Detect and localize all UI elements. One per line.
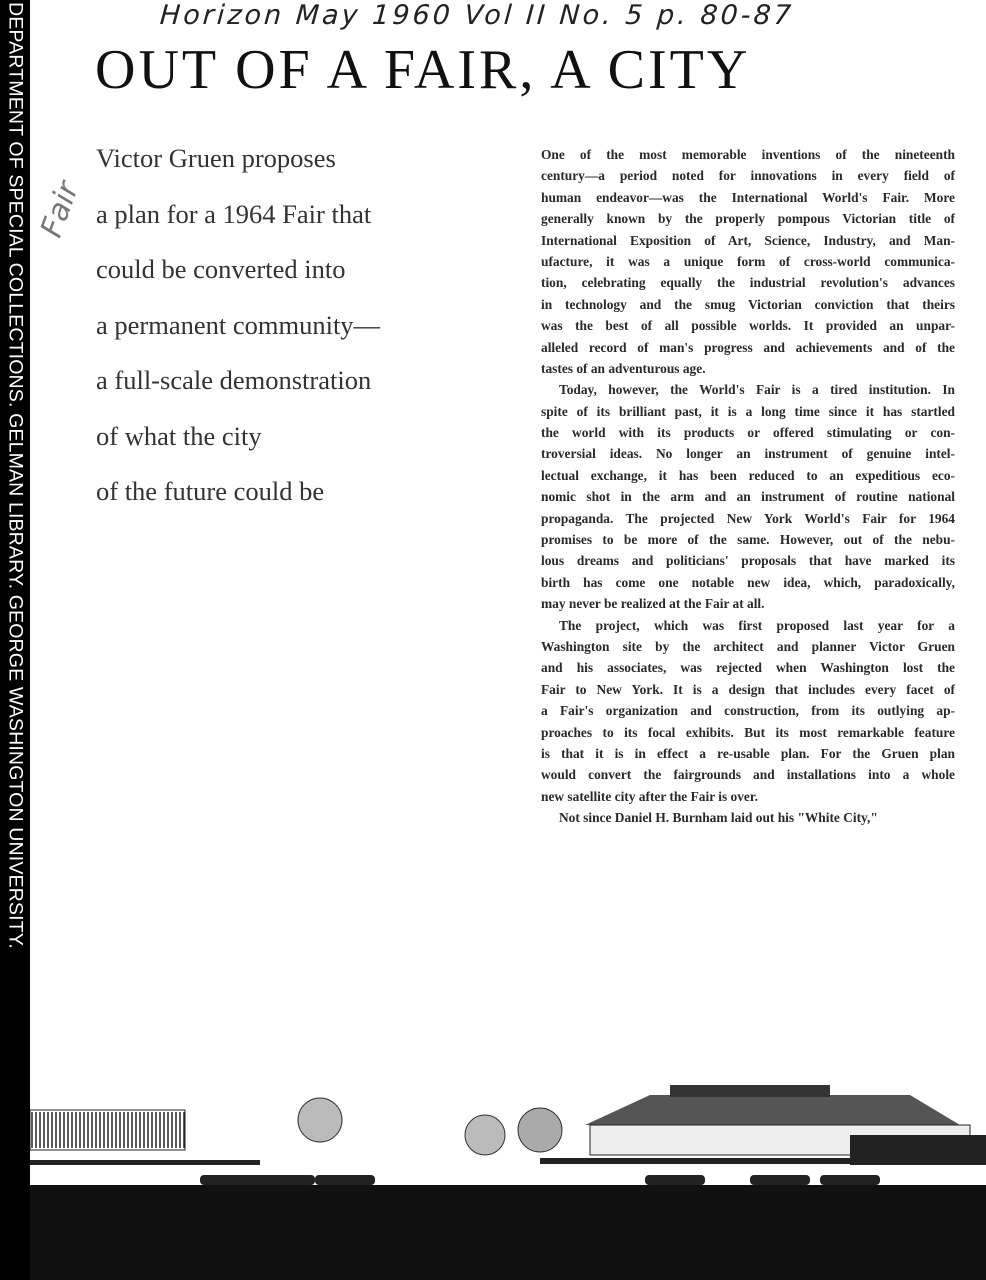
deck-line: of the future could be [96,476,325,506]
body-line: the world with its products or offered stimulating or con- [541,425,955,441]
ground-section [30,1185,986,1280]
body-line: troversial ideas. No longer an instrument of genuine intel- [541,446,955,462]
body-line: would convert the fairgrounds and installations into a whole [541,767,955,783]
tree [518,1108,562,1152]
body-line: may never be realized at the Fair at all. [541,596,765,612]
body-line: birth has come one notable new idea, which, paradoxically, [541,574,955,590]
body-line: alleled record of man's progress and achievements and of the [541,339,955,355]
body-line: was the best of all possible worlds. It provided an unpar- [541,318,955,334]
body-line: Fair to New York. It is a design that includes every facet of [541,681,955,697]
handwritten-citation: Horizon May 1960 Vol II No. 5 p. 80-87 [158,0,796,31]
pavilion-roof [585,1095,960,1125]
body-line: century—a period noted for innovations in every field of [541,168,955,184]
body-line: is that it is in effect a re-usable plan. For the Gruen plan [541,745,955,761]
body-line: Not since Daniel H. Burnham laid out his "White City," [559,810,878,826]
body-line: generally known by the properly pompous Victorian title of [541,211,955,227]
left-building-facade [32,1112,184,1148]
body-line: tastes of an adventurous age. [541,360,706,376]
deck-line: a full-scale demonstration [96,365,372,395]
body-line: tion, celebrating equally the industrial revolution's advances [541,275,955,291]
tree [298,1098,342,1142]
body-line: lous dreams and politicians' proposals that have marked its [541,553,955,569]
deck-line: a plan for a 1964 Fair that [96,198,372,229]
deck-line: could be converted into [96,254,346,284]
body-line: nomic shot in the arm and an instrument of routine national [541,489,955,505]
fair-section-illustration [30,1080,986,1280]
body-line: promises to be more of the same. However, out of the nebu- [541,532,955,548]
article-title: OUT OF A FAIR, A CITY [95,39,751,101]
body-line: Washington site by the architect and planner Victor Gruen [541,638,955,654]
deck-line: of what the city [96,420,262,451]
article-deck [96,143,380,532]
body-line: and his associates, was rejected when Washington lost the [541,660,955,676]
body-line: human endeavor—was the International World's Fair. More [541,189,955,205]
article-body [541,144,955,829]
body-line: in technology and the smug Victorian conviction that theirs [541,296,955,312]
body-line: The project, which was first proposed last year for a [559,617,955,633]
body-line: One of the most memorable inventions of the nineteenth [541,147,955,162]
body-line: ufacture, it was a unique form of cross-world communica- [541,253,955,269]
deck-line: a permanent community— [96,309,381,340]
body-line: new satellite city after the Fair is over. [541,788,758,804]
margin-scribble: Fair [34,177,87,242]
tree [465,1115,505,1155]
body-line: Today, however, the World's Fair is a tired institution. In [559,382,955,398]
archive-stamp-strip [0,0,30,1280]
body-line: lectual exchange, it has been reduced to an expeditious eco- [541,467,955,483]
deck-line: Victor Gruen proposes [96,143,336,173]
archive-stamp-text: DEPARTMENT OF SPECIAL COLLECTIONS. GELMAN LIBRARY. GEORGE WASHINGTON UNIVERSITY. [4,2,27,949]
body-line: spite of its brilliant past, it is a long time since it has startled [541,403,955,419]
body-line: proaches to its focal exhibits. But its most remarkable feature [541,724,955,740]
body-line: International Exposition of Art, Science, Industry, and Man- [541,232,955,248]
body-line: propaganda. The projected New York World's Fair for 1964 [541,510,955,526]
body-line: a Fair's organization and construction, from its outlying ap- [541,703,955,719]
